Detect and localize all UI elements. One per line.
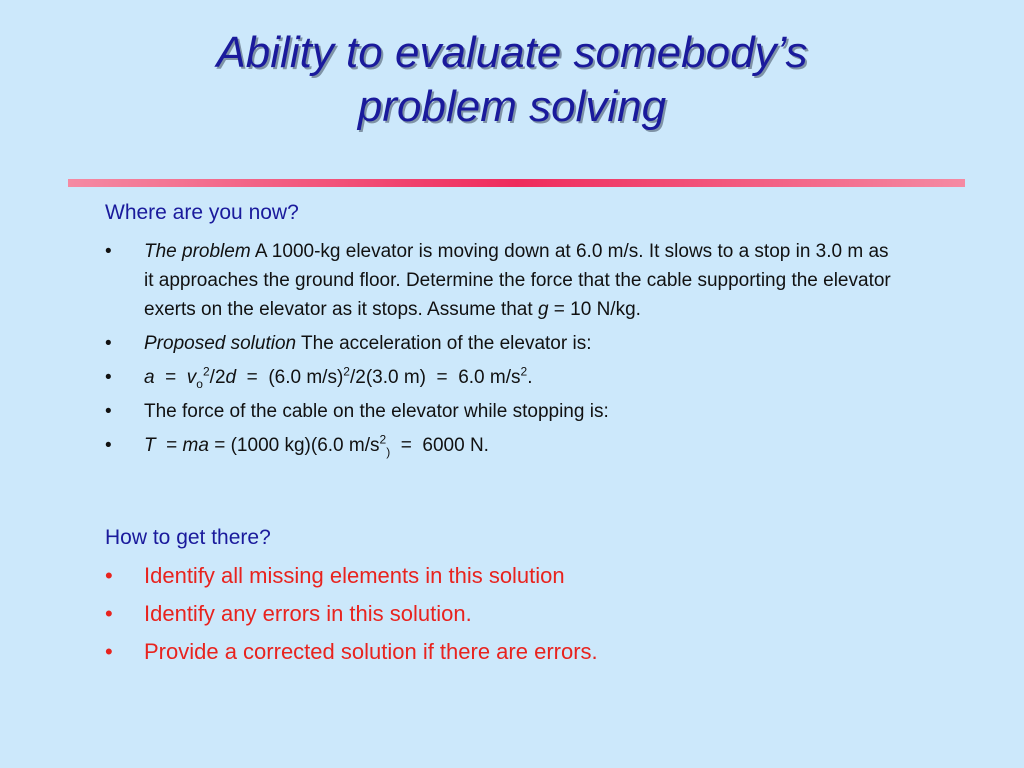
- slide-title-line-2: problem solving: [357, 82, 667, 131]
- task-bullet-list: [105, 563, 598, 677]
- problem-label: The problem: [144, 241, 251, 262]
- section-heading-where-now: Where are you now?: [105, 201, 299, 224]
- section-heading-how-to-get-there: How to get there?: [105, 526, 271, 549]
- task-item-label: Identify all missing elements in this solution: [144, 563, 565, 588]
- force-equation: T = ma = (1000 kg)(6.0 $m/s^2_) = 6000$ N.: [144, 432, 489, 459]
- bullet-marker: •: [105, 601, 113, 626]
- acceleration-equation: $a = v_o^2/2d = (6.0$ m/s)$^2$/2(3.0 m) = 6.0 $m/s^2$.: [144, 364, 533, 391]
- bullet-proposed-solution: [105, 329, 895, 358]
- bullet-force-equation: [105, 431, 895, 460]
- solution-text: The acceleration of the elevator is:: [296, 333, 592, 354]
- title-divider: [68, 179, 965, 187]
- slide-title-line-1: Ability to evaluate somebody’s: [216, 28, 808, 77]
- bullet-marker: •: [105, 639, 113, 664]
- bullet-marker: •: [105, 435, 112, 456]
- problem-bullet-list: [105, 237, 895, 465]
- task-item-label: Provide a corrected solution if there are errors.: [144, 639, 598, 664]
- force-text: The force of the cable on the elevator while stopping is:: [144, 401, 609, 422]
- bullet-marker: •: [105, 367, 112, 388]
- bullet-acceleration-equation: [105, 363, 895, 392]
- problem-g-symbol: g: [537, 299, 549, 320]
- solution-label: Proposed solution: [144, 333, 297, 354]
- bullet-problem: [105, 237, 895, 324]
- task-item-corrected-solution: [105, 639, 598, 669]
- task-item-missing-elements: [105, 563, 598, 593]
- task-item-label: Identify any errors in this solution.: [144, 601, 472, 626]
- bullet-marker: •: [105, 401, 112, 422]
- problem-text-end: = 10 N/kg.: [548, 299, 641, 320]
- slide-title: [60, 26, 964, 134]
- bullet-force-statement: [105, 397, 895, 426]
- problem-text: A 1000-kg elevator is moving down at 6.0 m/s. It slows to a stop in 3.0 m as it approaches the ground floor. Determine the force that the cable supporting the elevator exerts on the elevator as it stops. Assume that: [144, 241, 891, 320]
- bullet-marker: •: [105, 241, 112, 262]
- bullet-marker: •: [105, 563, 113, 588]
- bullet-marker: •: [105, 333, 112, 354]
- task-item-errors: [105, 601, 598, 631]
